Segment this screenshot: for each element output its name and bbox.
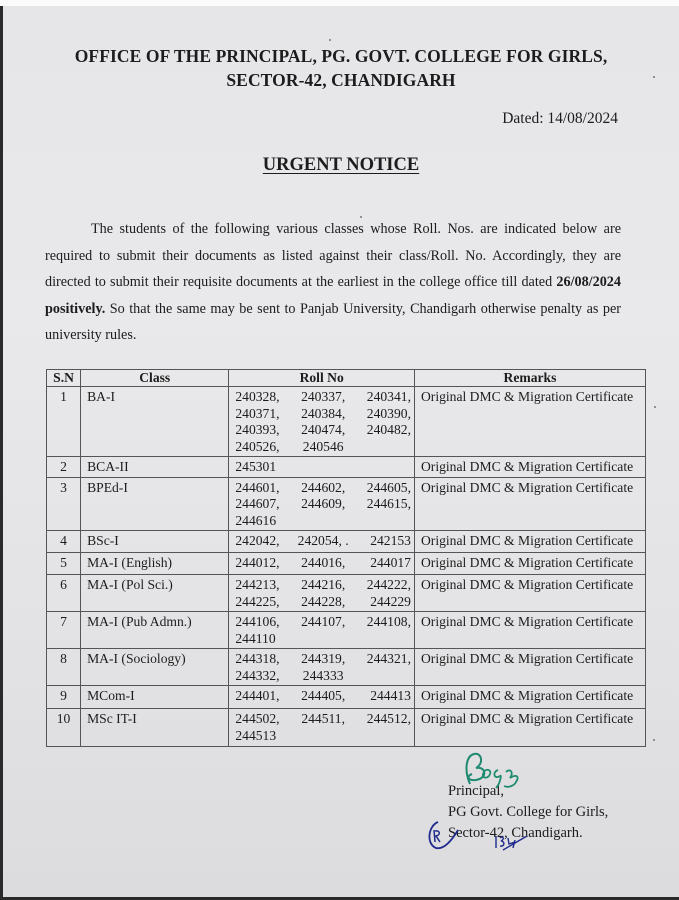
row-class: BA-I xyxy=(81,387,229,457)
row-roll-numbers xyxy=(229,457,415,478)
table-row xyxy=(47,612,646,649)
roll-number: 244401, xyxy=(235,688,280,703)
roll-number: 244108, xyxy=(366,614,411,629)
paper-speck xyxy=(329,39,331,41)
row-sn: 2 xyxy=(47,457,81,478)
roll-number: 244513 xyxy=(235,727,277,743)
roll-number: 244107, xyxy=(301,614,346,629)
principal-signature xyxy=(458,750,528,792)
row-class: MA-I (Pub Admn.) xyxy=(81,612,229,649)
table-row xyxy=(47,649,646,686)
row-sn: 4 xyxy=(47,531,81,553)
notice-title-wrap xyxy=(3,155,679,176)
roll-number: 244012, xyxy=(235,555,280,570)
row-class: MA-I (Sociology) xyxy=(81,649,229,686)
header-remarks: Remarks xyxy=(414,370,645,387)
roll-number: 244405, xyxy=(301,688,346,703)
row-remarks: Original DMC & Migration Certificate xyxy=(414,649,645,686)
row-roll-numbers xyxy=(229,477,415,531)
row-sn: 8 xyxy=(47,649,81,686)
roll-number: 244216, xyxy=(301,577,346,592)
paper-speck xyxy=(653,76,655,78)
initial-mark xyxy=(424,818,460,852)
roll-number: 240390, xyxy=(366,405,411,421)
header-class: Class xyxy=(81,370,229,387)
roll-number: 240546 xyxy=(302,438,344,454)
roll-number: 244333 xyxy=(302,667,344,683)
roll-number: 244601, xyxy=(235,479,280,495)
table-row xyxy=(47,709,646,747)
row-remarks: Original DMC & Migration Certificate xyxy=(414,477,645,531)
roll-number: 245301 xyxy=(235,459,277,474)
row-sn: 3 xyxy=(47,477,81,531)
row-sn: 6 xyxy=(47,575,81,612)
row-remarks: Original DMC & Migration Certificate xyxy=(414,709,645,747)
roll-number: 244110 xyxy=(235,630,276,646)
table-row xyxy=(47,387,646,457)
roll-number: 244228, xyxy=(301,593,346,609)
roll-number: 240337, xyxy=(301,389,346,404)
row-roll-numbers xyxy=(229,709,415,747)
row-roll-numbers xyxy=(229,649,415,686)
signatory-college: PG Govt. College for Girls, xyxy=(448,804,609,820)
roll-number: 240328, xyxy=(235,389,280,404)
roll-number: 244321, xyxy=(366,651,411,666)
roll-number: 244318, xyxy=(235,651,280,666)
body-text-after: So that the same may be sent to Panjab University, Chandigarh otherwise penalty as per university rules. xyxy=(45,300,621,343)
roll-number-list xyxy=(235,614,411,647)
roll-number-list xyxy=(235,577,411,610)
paper-speck xyxy=(360,216,362,218)
roll-number: 240482, xyxy=(366,422,411,437)
row-roll-numbers xyxy=(229,553,415,575)
row-roll-numbers xyxy=(229,387,415,457)
roll-number: 244229 xyxy=(370,593,411,609)
row-roll-numbers xyxy=(229,612,415,649)
office-header-line2: SECTOR-42, CHANDIGARH xyxy=(226,70,456,90)
roll-number: 244602, xyxy=(301,479,346,495)
roll-number-list xyxy=(235,533,411,550)
table-row xyxy=(47,686,646,709)
row-remarks: Original DMC & Migration Certificate xyxy=(414,531,645,553)
roll-number: 244609, xyxy=(301,496,346,511)
roll-number: 244225, xyxy=(235,593,280,609)
paper-speck xyxy=(653,739,655,741)
row-remarks: Original DMC & Migration Certificate xyxy=(414,686,645,709)
roll-number: 240526, xyxy=(235,438,280,454)
roll-number: 242042, xyxy=(235,533,280,548)
row-remarks: Original DMC & Migration Certificate xyxy=(414,575,645,612)
row-roll-numbers xyxy=(229,531,415,553)
roll-number-table xyxy=(46,369,646,747)
table-row xyxy=(47,575,646,612)
table-row xyxy=(47,457,646,478)
roll-number: 244502, xyxy=(235,711,280,726)
row-class: BSc-I xyxy=(81,531,229,553)
roll-number-list xyxy=(235,651,411,684)
handwritten-date-mark xyxy=(493,830,533,854)
roll-number-list xyxy=(235,711,411,744)
roll-number: 240474, xyxy=(301,422,346,437)
row-class: MA-I (English) xyxy=(81,553,229,575)
roll-number: 244607, xyxy=(235,496,280,511)
row-sn: 10 xyxy=(47,709,81,747)
row-sn: 1 xyxy=(47,387,81,457)
row-class: MSc IT-I xyxy=(81,709,229,747)
table-row xyxy=(47,477,646,531)
roll-number: 240384, xyxy=(301,405,346,421)
header-sn: S.N xyxy=(47,370,81,387)
row-class: BCA-II xyxy=(81,457,229,478)
row-remarks: Original DMC & Migration Certificate xyxy=(414,612,645,649)
roll-number: 244413 xyxy=(370,688,411,703)
roll-number-list xyxy=(235,459,411,476)
row-class: BPEd-I xyxy=(81,477,229,531)
notice-body xyxy=(45,216,621,349)
roll-number: 240371, xyxy=(235,405,280,421)
roll-number-list xyxy=(235,389,411,455)
roll-number: 240341, xyxy=(366,389,411,404)
row-remarks: Original DMC & Migration Certificate xyxy=(414,387,645,457)
roll-number: 244605, xyxy=(366,479,411,495)
roll-number: 244213, xyxy=(235,577,280,592)
roll-number: 244511, xyxy=(301,711,345,726)
row-class: MCom-I xyxy=(81,686,229,709)
roll-number: 244615, xyxy=(366,496,411,511)
row-sn: 9 xyxy=(47,686,81,709)
row-roll-numbers xyxy=(229,575,415,612)
signatory-address: Sector-42, Chandigarh. xyxy=(448,825,583,841)
table-body xyxy=(47,387,646,747)
body-deadline: 26/08/2024 positively. xyxy=(45,274,621,317)
body-text-before: The students of the following various classes whose Roll. Nos. are indicated below are required to submit their documents as listed against their class/Roll. No. Accordingly, they are directed to submit their requisite documents at the earliest in the college office till dated xyxy=(45,221,621,290)
header-roll-no: Roll No xyxy=(229,370,415,387)
roll-number: 244332, xyxy=(235,667,280,683)
roll-number-list xyxy=(235,688,411,705)
table-row xyxy=(47,531,646,553)
roll-number: 244017 xyxy=(370,555,411,570)
roll-number: 240393, xyxy=(235,422,280,437)
roll-number-list xyxy=(235,555,411,572)
roll-number: 244222, xyxy=(366,577,411,592)
paper-speck xyxy=(654,406,656,408)
roll-number: 244319, xyxy=(301,651,346,666)
roll-number: 244106, xyxy=(235,614,280,629)
table-row xyxy=(47,553,646,575)
roll-number: 244512, xyxy=(366,711,411,726)
notice-date: Dated: 14/08/2024 xyxy=(502,110,618,127)
row-sn: 5 xyxy=(47,553,81,575)
notice-title: URGENT NOTICE xyxy=(262,155,420,175)
roll-number: 242153 xyxy=(370,533,411,548)
office-header-line1: OFFICE OF THE PRINCIPAL, PG. GOVT. COLLEGE FOR GIRLS, xyxy=(74,46,608,66)
row-remarks: Original DMC & Migration Certificate xyxy=(414,457,645,478)
row-sn: 7 xyxy=(47,612,81,649)
signatory-title: Principal, xyxy=(448,783,504,799)
roll-number-list xyxy=(235,480,411,530)
row-remarks: Original DMC & Migration Certificate xyxy=(414,553,645,575)
roll-number: 244616 xyxy=(235,512,277,528)
roll-number: 242054, . xyxy=(297,533,349,548)
table-header-row xyxy=(47,370,646,387)
roll-number: 244016, xyxy=(301,555,346,570)
row-class: MA-I (Pol Sci.) xyxy=(81,575,229,612)
row-roll-numbers xyxy=(229,686,415,709)
